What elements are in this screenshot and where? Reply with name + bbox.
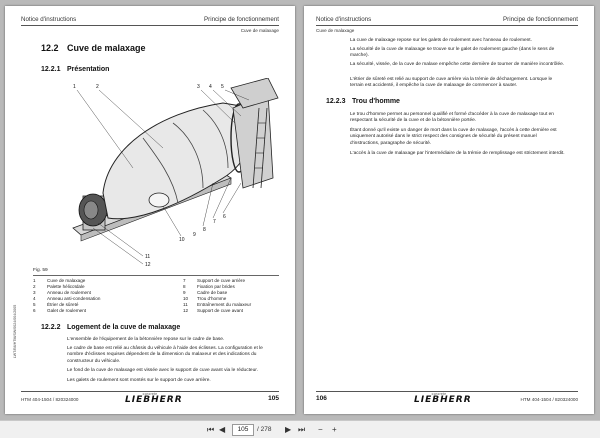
callout-2: 2 bbox=[96, 84, 99, 90]
legend-item: 10 Trou d'homme bbox=[183, 296, 227, 301]
subsection-title-2: Logement de la cuve de malaxage bbox=[67, 324, 181, 331]
paragraph: La sécurité de la cuve de malaxage se trouve sur le galet de roulement gauche (dans le sens de marche). bbox=[350, 47, 555, 59]
callout-7: 7 bbox=[213, 219, 216, 225]
paragraph: Le fond de la cuve de malaxage est vissée avec le support de cuve avant via le réducteur. bbox=[67, 368, 258, 373]
leader-line bbox=[93, 228, 143, 264]
legend-item: 12 Support de cuve avant bbox=[183, 308, 243, 313]
subsection-title-1: Présentation bbox=[67, 66, 110, 73]
page-105 bbox=[5, 6, 295, 414]
legend-item: 11 Entraînement du malaxeur bbox=[183, 302, 252, 307]
legend-item: 3 Anneau de roulement bbox=[33, 290, 91, 295]
paragraph: Étant donné qu'il existe un danger de mort dans la cuve de malaxage, l'accès à cette dernière est uniquement autorisé dans le strict respect des consignes de sécurité du présent manuel d'instructions, paragraphe de sécurité. bbox=[350, 128, 557, 146]
mixer-drive-face bbox=[84, 201, 98, 219]
page-number-input[interactable]: 105 bbox=[232, 424, 254, 436]
page-number: 106 bbox=[316, 395, 327, 402]
header-left: Notice d'instructions bbox=[316, 16, 372, 23]
header-right: Principe de fonctionnement bbox=[503, 16, 578, 23]
header-sub: Cuve de malaxage bbox=[316, 28, 355, 33]
section-number: 12.2 bbox=[41, 43, 59, 53]
next-page-icon[interactable]: ▶ bbox=[285, 425, 292, 434]
callout-4: 4 bbox=[209, 84, 212, 90]
callout-9: 9 bbox=[193, 232, 196, 238]
leader-line bbox=[98, 223, 143, 256]
paragraph: L'accès à la cuve de malaxage par l'intermédiaire de la trémie de remplissage est strictement interdit. bbox=[350, 151, 565, 156]
header-left: Notice d'instructions bbox=[21, 16, 77, 23]
zoom-out-icon[interactable]: − bbox=[318, 425, 323, 434]
callout-11: 11 bbox=[145, 254, 151, 260]
legend-item: 2 Palette hélicoïdale bbox=[33, 284, 85, 289]
paragraph: Le cadre de base est relié au châssis du véhicule à l'aide des éclisses. La configuration et le nombre d'éclisses requises dépendent de la dimension du malaxeur et des indications du constructeur du véhicule. bbox=[67, 346, 263, 364]
previous-page-icon[interactable]: ◀ bbox=[219, 425, 226, 434]
legend-item: 8 Fixation par brides bbox=[183, 284, 235, 289]
figure-caption: Fig. 59 bbox=[33, 268, 48, 273]
callout-8: 8 bbox=[203, 227, 206, 233]
section-heading bbox=[41, 43, 146, 53]
side-code: LWT/B6/HTM/SW/0024/004/2005 bbox=[13, 304, 17, 358]
callout-10: 10 bbox=[179, 237, 185, 243]
legend-item: 6 Galet de roulement bbox=[33, 308, 87, 313]
total-pages: / 278 bbox=[257, 426, 272, 433]
legend-item: 1 Cuve de malaxage bbox=[33, 278, 86, 283]
legend-item: 5 Étrier de sûreté bbox=[33, 302, 79, 307]
header-sub: Cuve de malaxage bbox=[240, 28, 279, 33]
paragraph: L'ensemble de l'équipement de la bétonnière repose sur le cadre de base. bbox=[67, 337, 225, 342]
rear-support bbox=[233, 93, 273, 188]
leader-line bbox=[223, 183, 241, 213]
paragraph: La sécurité, vissée, de la cuve de malaxe empêche cette dernière de tourner de manière incontrôlée. bbox=[350, 62, 565, 67]
legend-divider bbox=[33, 275, 279, 276]
leader-line bbox=[99, 90, 163, 148]
subsection-heading bbox=[326, 98, 400, 105]
subsection-heading-1 bbox=[41, 66, 109, 73]
callout-3: 3 bbox=[197, 84, 200, 90]
header-divider bbox=[316, 25, 578, 26]
callout-12: 12 bbox=[145, 262, 151, 268]
header-divider bbox=[21, 25, 279, 26]
legend-item: 9 Cadre de base bbox=[183, 290, 228, 295]
manhole bbox=[149, 193, 169, 207]
liebherr-logo: concrete LIEBHERR bbox=[414, 392, 472, 405]
zoom-in-icon[interactable]: + bbox=[332, 425, 337, 434]
legend-item: 4 Anneau anti-condensation bbox=[33, 296, 101, 301]
paragraph: Le trou d'homme permet au personnel qualifié et formé d'accéder à la cuve de malaxage tout en respectant la sécurité de la cuve et de la bétonnière portée. bbox=[350, 112, 554, 124]
last-page-icon[interactable]: ⏭ bbox=[298, 425, 306, 434]
first-page-icon[interactable]: ⏮ bbox=[207, 425, 215, 434]
legend-item: 7 Support de cuve arrière bbox=[183, 278, 246, 283]
footer-left: HTM 404-1504 / 820324000 bbox=[21, 397, 79, 402]
callout-6: 6 bbox=[223, 214, 226, 220]
paragraph: La cuve de malaxage repose sur les galets de roulement avec l'anneau de roulement. bbox=[350, 38, 532, 43]
liebherr-logo: concrete LIEBHERR bbox=[125, 392, 183, 405]
subsection-title: Trou d'homme bbox=[352, 98, 400, 105]
paragraph: L'étrier de sûreté est relié au support de cuve arrière via la trémie de déchargement. Lorsque le terrain est accidenté, il empêche la cuve de malaxage de commencer à sauter. bbox=[350, 77, 553, 89]
viewer-toolbar bbox=[0, 420, 600, 438]
leader-line bbox=[163, 206, 181, 236]
mixer-figure bbox=[63, 78, 283, 268]
page-106 bbox=[304, 6, 594, 414]
section-title: Cuve de malaxage bbox=[67, 43, 146, 53]
leader-line bbox=[77, 90, 133, 168]
footer-right: HTM 404-1504 / 820324000 bbox=[520, 397, 578, 402]
callout-5: 5 bbox=[221, 84, 224, 90]
subsection-number: 12.2.3 bbox=[326, 98, 346, 105]
page-number: 105 bbox=[268, 395, 279, 402]
paragraph: Les galets de roulement sont montés sur le support de cuve arrière. bbox=[67, 378, 211, 383]
subsection-heading-2 bbox=[41, 324, 180, 331]
subsection-number-1: 12.2.1 bbox=[41, 66, 61, 73]
figure-legend bbox=[33, 278, 279, 320]
callout-1: 1 bbox=[73, 84, 76, 90]
subsection-number-2: 12.2.2 bbox=[41, 324, 61, 331]
header-right: Principe de fonctionnement bbox=[204, 16, 279, 23]
